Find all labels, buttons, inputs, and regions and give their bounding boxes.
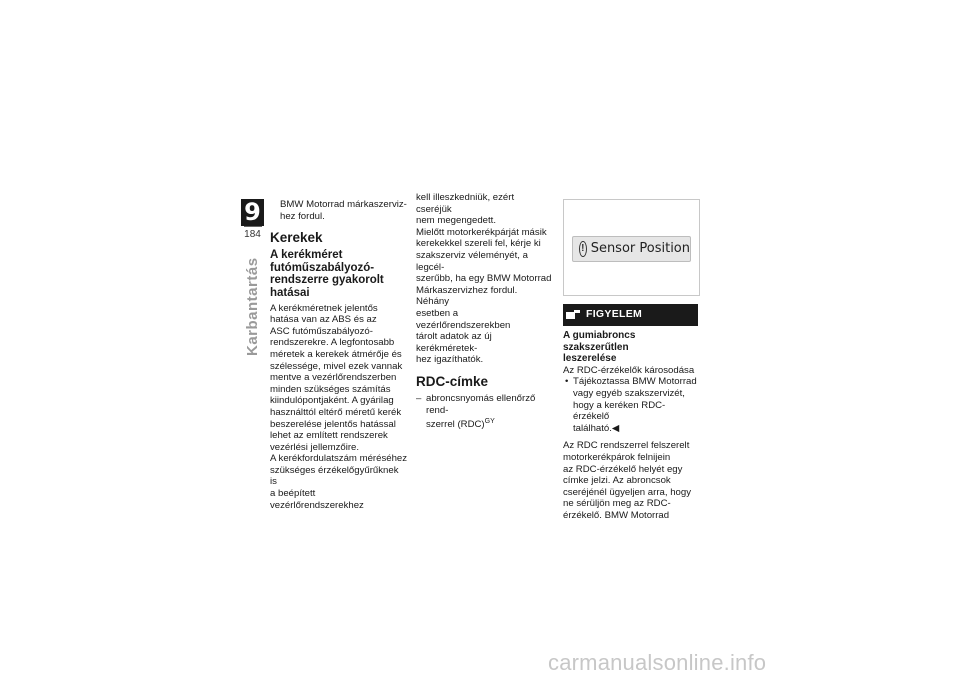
text-line: motorkerékpárok felnijein xyxy=(563,451,671,463)
text-line: A gumiabroncs szakszerűtlen xyxy=(563,330,636,353)
bullet-item xyxy=(563,376,700,434)
warning-intro: Az RDC-érzékelők károsodása xyxy=(563,364,695,376)
text-line: kerekekkel szereli fel, kérje ki xyxy=(416,238,541,250)
text-line: érzékelő. BMW Motorrad xyxy=(563,509,670,521)
section-heading-kerekek: Kerekek xyxy=(270,230,323,246)
text-line: BMW Motorrad márkaszerviz- xyxy=(280,199,407,210)
text-line: lehet az említett rendszerek xyxy=(270,430,388,442)
body-text xyxy=(416,192,552,366)
text-line: hatásai xyxy=(270,286,310,299)
text-line: mentve a vezérlőrendszerben xyxy=(270,372,397,384)
display-text: Sensor Position xyxy=(590,241,690,257)
text-line: – abroncsnyomás ellenőrző rend- xyxy=(426,392,536,416)
text-line: beszerelése jelentős hatással xyxy=(270,418,396,430)
body-text xyxy=(270,303,408,512)
text-line: esetben a vezérlőrendszerekben xyxy=(416,307,511,331)
text-line: Az RDC rendszerrel felszerelt xyxy=(563,440,690,452)
warning-title xyxy=(563,330,700,365)
text-line: hatása van az ABS és az xyxy=(270,314,377,326)
text-line: rendszerre gyakorolt xyxy=(270,274,384,287)
watermark: carmanualsonline.info xyxy=(548,650,767,675)
text-line: rendszerekre. A legfontosabb xyxy=(270,337,395,349)
subheading-wheel-size xyxy=(270,249,408,299)
text-line: Márkaszervizhez fordul. Néhány xyxy=(416,284,518,308)
body-text xyxy=(563,440,700,521)
text-line: cseréjénél ügyeljen arra, hogy xyxy=(563,486,691,498)
chapter-number: 9 xyxy=(241,199,264,226)
text-line: tárolt adatok az új kerékméretek- xyxy=(416,331,492,354)
text-line: található.◀ xyxy=(573,422,620,434)
text-line: leszerelése xyxy=(563,353,617,365)
text-line: futóműszabályozó- xyxy=(270,261,375,274)
text-line: minden szükséges számítás xyxy=(270,383,391,395)
text-line: A kerékméretnek jelentős xyxy=(270,302,378,314)
section-heading-rdc: RDC-címke xyxy=(416,373,489,389)
dashboard-display xyxy=(572,236,691,262)
text-line: Mielőtt motorkerékpárját másik xyxy=(416,226,547,238)
text-line: hogy a keréken RDC-érzékelő xyxy=(573,399,666,423)
column-2 xyxy=(416,192,552,431)
text-line: hez igazíthatók. xyxy=(416,354,484,366)
column-3 xyxy=(563,199,700,522)
text-line: használttól eltérő méretű kerék xyxy=(270,406,402,418)
page-number: 184 xyxy=(244,229,261,240)
text-line: a beépített vezérlőrendszerekhez xyxy=(270,488,364,511)
text-line: szerrel (RDC) xyxy=(426,419,485,431)
warning-icon: ! xyxy=(579,241,587,257)
text-line: ne sérüljön meg az RDC- xyxy=(563,498,671,510)
notice-label: FIGYELEM xyxy=(586,308,643,321)
text-line: szükséges érzékelőgyűrűknek is xyxy=(270,464,399,488)
sensor-position-figure xyxy=(563,199,700,296)
text-line: kell illeszkedniük, ezért cseréjük xyxy=(416,192,515,215)
superscript: GY xyxy=(484,418,495,426)
text-line: vezérlési jellemzőire. xyxy=(270,441,360,453)
text-line: • Tájékoztassa BMW Motorrad xyxy=(573,376,697,388)
column-1 xyxy=(270,199,408,511)
text-line: hez fordul. xyxy=(280,210,325,222)
tab-divider xyxy=(244,226,262,227)
text-line: kiindulópontjaként. A gyárilag xyxy=(270,395,394,407)
text-line: vagy egyéb szakszervizét, xyxy=(573,387,685,399)
text-line: szerűbb, ha egy BMW Motorrad xyxy=(416,273,552,285)
text-line: A kerékméret xyxy=(270,249,343,262)
intro-text xyxy=(270,199,408,222)
dash-list-item xyxy=(416,393,552,431)
hand-pointer-icon xyxy=(566,310,580,320)
text-line: A kerékfordulatszám méréséhez xyxy=(270,453,408,465)
text-line: szélessége, mivel ezek vannak xyxy=(270,360,403,372)
text-line: nem megengedett. xyxy=(416,215,497,227)
notice-bar xyxy=(563,304,698,326)
text-line: címke jelzi. Az abroncsok xyxy=(563,475,671,487)
text-line: méretek a kerekek átmérője és xyxy=(270,348,402,360)
section-label: Karbantartás xyxy=(244,257,261,356)
text-line: ASC futóműszabályozó- xyxy=(270,325,373,337)
text-line: az RDC-érzékelő helyét egy xyxy=(563,463,683,475)
text-line: szakszerviz véleményét, a legcél- xyxy=(416,249,528,273)
